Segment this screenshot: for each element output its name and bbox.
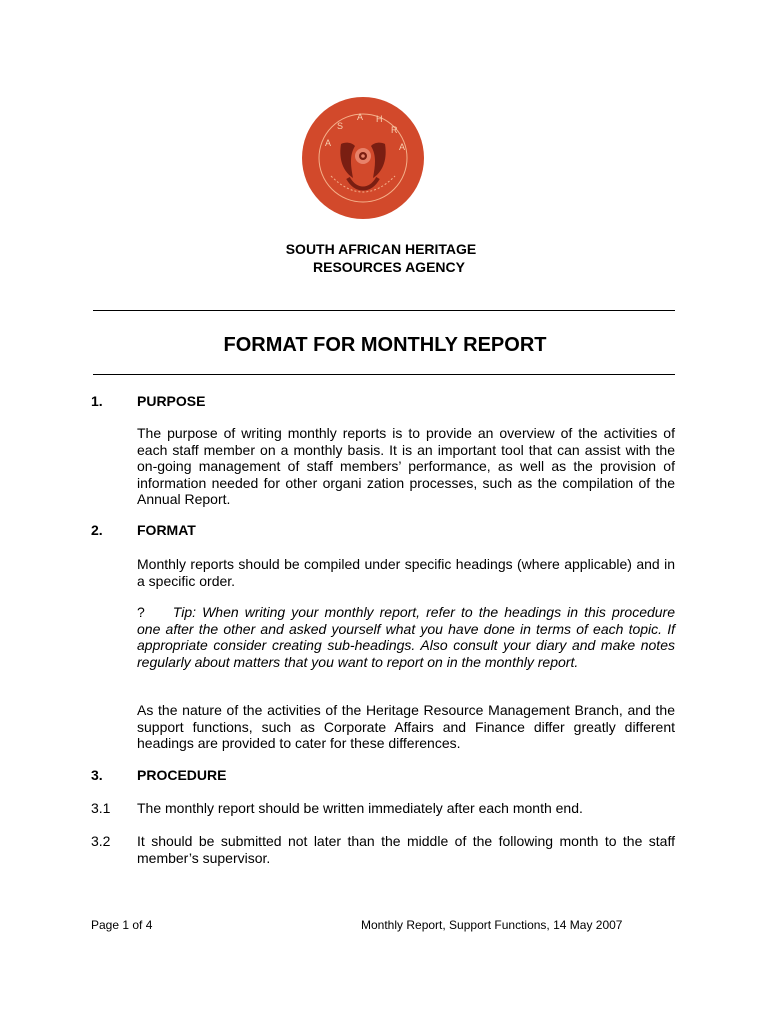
saharm-logo-icon	[301, 96, 425, 220]
item-number: 3.1	[91, 800, 111, 816]
tip-paragraph	[137, 604, 675, 670]
procedure-item: The monthly report should be written immediately after each month end.	[137, 800, 583, 816]
tip-marker: ?	[137, 604, 145, 620]
divider-bottom	[93, 374, 675, 375]
svg-text:A: A	[357, 112, 364, 122]
svg-text:A: A	[399, 142, 406, 152]
section-number: 1.	[91, 393, 103, 409]
format-paragraph: Monthly reports should be compiled under specific headings (where applicable) and in a specific order.	[137, 556, 675, 589]
section-heading-procedure: PROCEDURE	[137, 767, 227, 783]
purpose-paragraph: The purpose of writing monthly reports is to provide an overview of the activities of each staff member on a monthly basis. It is an important tool that can assist with the on-going management of staff members’ performance, as well as the provision of information needed for other organi zation processes, such as the compilation of the Annual Report.	[137, 425, 675, 507]
section-heading-purpose: PURPOSE	[137, 393, 206, 409]
svg-text:S: S	[337, 121, 344, 131]
document-title: FORMAT FOR MONTHLY REPORT	[223, 334, 547, 356]
svg-text:R: R	[391, 125, 398, 135]
tip-text: Tip: When writing your monthly report, refer to the headings in this procedure one after the other and asked yourself what you have done in terms of each topic. If appropriate consider creating sub-headings. Also consult your diary and make notes regularly about matters that you want to report on in the monthly report.	[137, 604, 675, 670]
item-number: 3.2	[91, 833, 111, 849]
agency-line-1: SOUTH AFRICAN HERITAGE	[285, 241, 477, 257]
section-number: 3.	[91, 767, 103, 783]
format-paragraph-2: As the nature of the activities of the Heritage Resource Management Branch, and the support functions, such as Corporate Affairs and Finance differ greatly different headings are provided to cater for these differences.	[137, 702, 675, 751]
svg-text:A: A	[325, 138, 332, 148]
page-number: Page 1 of 4	[91, 918, 153, 932]
section-heading-format: FORMAT	[137, 522, 196, 538]
section-number: 2.	[91, 522, 103, 538]
agency-name	[0, 240, 770, 276]
svg-text:H: H	[376, 114, 383, 124]
divider-top	[93, 310, 675, 311]
footer-doc-info: Monthly Report, Support Functions, 14 May 2007	[361, 918, 623, 932]
agency-line-2: RESOURCES AGENCY	[313, 259, 465, 275]
procedure-item: It should be submitted not later than the middle of the following month to the staff member’s supervisor.	[137, 833, 675, 866]
